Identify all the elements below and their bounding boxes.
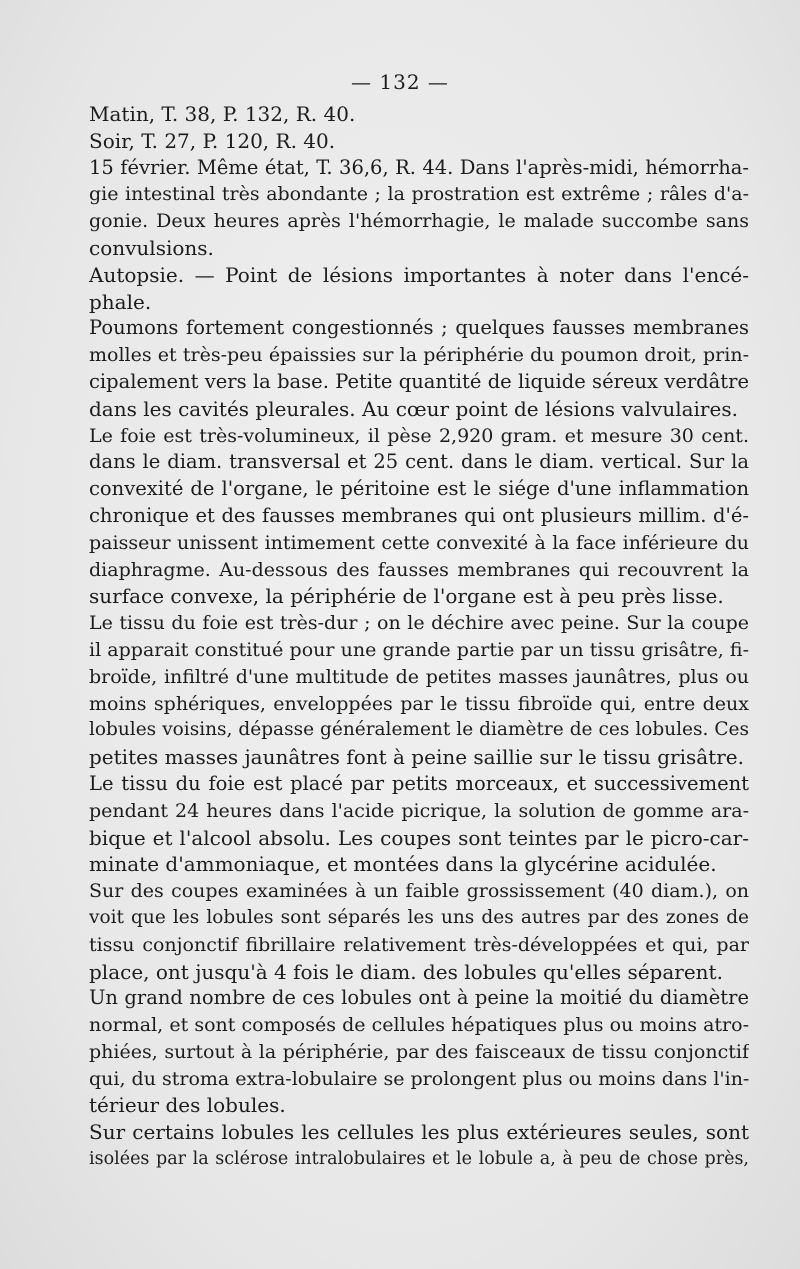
text-line: normal, et sont composés de cellules hépatiques plus ou moins atro- bbox=[89, 1014, 749, 1037]
text-line: lobules voisins, dépasse généralement le diamètre de ces lobules. Ces bbox=[89, 719, 749, 741]
body-text bbox=[89, 101, 749, 1173]
text-line: Le tissu du foie est placé par petits morceaux, et successivement bbox=[89, 771, 749, 795]
text-line: molles et très-peu épaissies sur la périphérie du poumon droit, prin- bbox=[89, 344, 749, 367]
text-line: voit que les lobules sont séparés les uns des autres par des zones de bbox=[89, 906, 749, 928]
text-line: moins sphériques, enveloppées par le tissu fibroïde qui, entre deux bbox=[89, 692, 749, 715]
text-line: isolées par la sclérose intralobulaires et le lobule a, à peu de chose près, bbox=[89, 1149, 749, 1170]
text-line: térieur des lobules. bbox=[89, 1093, 286, 1118]
text-line: Matin, T. 38, P. 132, R. 40. bbox=[89, 102, 356, 126]
text-line: Soir, T. 27, P. 120, R. 40. bbox=[89, 128, 336, 153]
text-line: Poumons fortement congestionnés ; quelques fausses membranes bbox=[89, 316, 749, 340]
text-line: convulsions. bbox=[89, 235, 214, 260]
text-line: pendant 24 heures dans l'acide picrique, la solution de gomme ara- bbox=[89, 799, 749, 822]
text-line: dans les cavités pleurales. Au cœur point de lésions valvulaires. bbox=[89, 396, 738, 421]
page-number: — 132 — bbox=[351, 70, 449, 94]
text-line: petites masses jaunâtres font à peine saillie sur le tissu grisâtre. bbox=[89, 745, 744, 770]
text-line: tissu conjonctif fibrillaire relativement très-développées et qui, par bbox=[89, 933, 749, 956]
text-line: phiées, surtout à la périphérie, par des faisceaux de tissu conjonctif bbox=[89, 1040, 749, 1063]
text-line: gonie. Deux heures après l'hémorrhagie, le malade succombe sans bbox=[89, 210, 749, 233]
text-line: il apparait constitué pour une grande partie par un tissu grisâtre, fi- bbox=[89, 638, 749, 661]
text-line: paisseur unissent intimement cette convexité à la face inférieure du bbox=[89, 531, 749, 554]
text-line: convexité de l'organe, le péritoine est le siége d'une inflammation bbox=[89, 477, 749, 501]
text-line: broïde, infiltré d'une multitude de petites masses jaunâtres, plus ou bbox=[89, 665, 749, 688]
text-line: phale. bbox=[89, 289, 152, 314]
text-line: Autopsie. — Point de lésions importantes à noter dans l'encé- bbox=[89, 262, 749, 287]
text-line: bique et l'alcool absolu. Les coupes sont teintes par le picro-car- bbox=[89, 825, 749, 850]
text-line: Un grand nombre de ces lobules ont à peine la moitié du diamètre bbox=[89, 986, 749, 1010]
text-line: chronique et des fausses membranes qui ont plusieurs millim. d'é- bbox=[89, 503, 749, 527]
text-line: 15 février. Même état, T. 36,6, R. 44. Dans l'après-midi, hémorrha- bbox=[89, 155, 749, 179]
text-line: Le tissu du foie est très-dur ; on le déchire avec peine. Sur la coupe bbox=[89, 612, 749, 635]
text-line: dans le diam. transversal et 25 cent. dans le diam. vertical. Sur la bbox=[89, 450, 749, 474]
text-line: surface convexe, la périphérie de l'organe est à peu près lisse. bbox=[89, 584, 724, 609]
text-line: Sur certains lobules les cellules les plus extérieures seules, sont bbox=[89, 1120, 749, 1145]
text-line: place, ont jusqu'à 4 fois le diam. des lobules qu'elles séparent. bbox=[89, 959, 723, 984]
text-line: qui, du stroma extra-lobulaire se prolongent plus ou moins dans l'in- bbox=[89, 1067, 749, 1090]
text-line: Le foie est très-volumineux, il pèse 2,920 gram. et mesure 30 cent. bbox=[89, 424, 749, 447]
text-line: minate d'ammoniaque, et montées dans la glycérine acidulée. bbox=[89, 852, 717, 877]
text-line: diaphragme. Au-dessous des fausses membranes qui recouvrent la bbox=[89, 558, 749, 581]
text-line: cipalement vers la base. Petite quantité de liquide séreux verdâtre bbox=[89, 369, 749, 393]
text-line: gie intestinal très abondante ; la prostration est extrême ; râles d'a- bbox=[89, 183, 749, 206]
text-line: Sur des coupes examinées à un faible grossissement (40 diam.), on bbox=[89, 880, 749, 903]
